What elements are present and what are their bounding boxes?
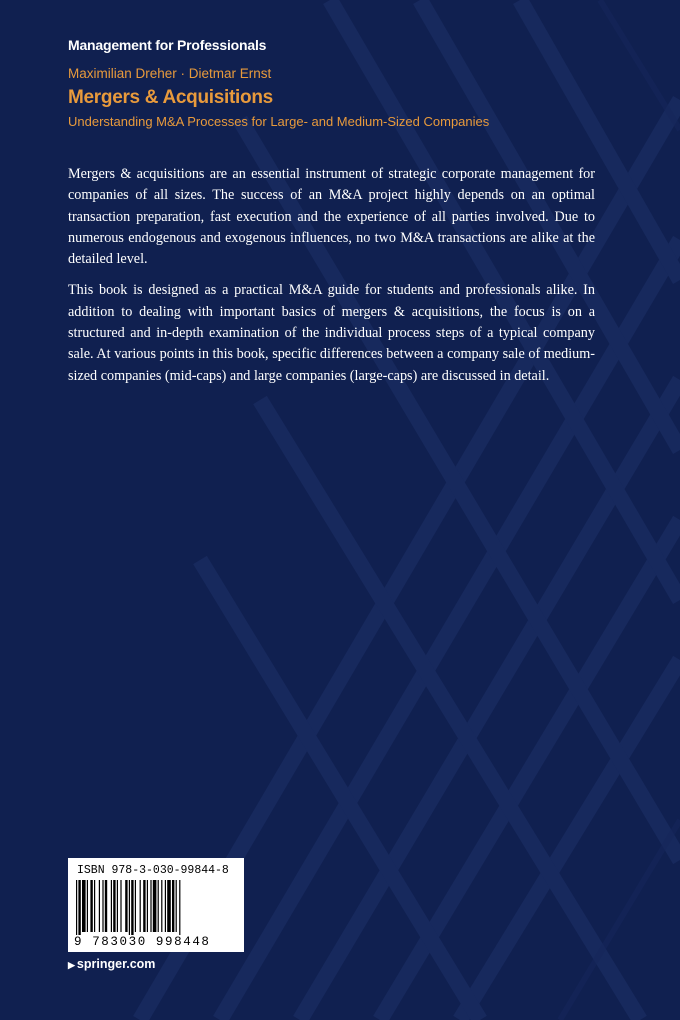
book-subtitle: Understanding M&A Processes for Large- and Medium-Sized Companies — [68, 114, 490, 129]
barcode-bar — [113, 880, 115, 932]
barcode-bar — [147, 880, 148, 932]
barcode-bar — [82, 880, 86, 932]
barcode-bar — [172, 880, 174, 932]
series-name: Management for Professionals — [68, 37, 267, 53]
barcode-bar — [78, 880, 80, 938]
barcode-bar — [140, 880, 141, 932]
barcode-bar — [179, 880, 180, 938]
blurb — [68, 164, 595, 397]
barcode-bar — [94, 880, 95, 932]
barcode-bar — [153, 880, 157, 932]
barcode-bar — [176, 880, 177, 932]
barcode-bar — [90, 880, 92, 932]
isbn-barcode — [68, 858, 244, 952]
barcode-bar — [102, 880, 103, 932]
authors: Maximilian Dreher · Dietmar Ernst — [68, 66, 272, 81]
isbn-number: ISBN 978-3-030-99844-8 — [77, 864, 229, 877]
barcode-bar — [129, 880, 130, 938]
barcode-bar — [105, 880, 107, 932]
publisher-link[interactable] — [68, 957, 155, 971]
barcode-bar — [135, 880, 136, 932]
barcode-bar — [87, 880, 88, 932]
book-title: Mergers & Acquisitions — [68, 87, 273, 108]
barcode-bar — [161, 880, 162, 932]
blurb-paragraph-2: This book is designed as a practical M&A guide for students and professionals alike. In addition to dealing with important basics of mergers & acquisitions, the focus is on a structured and in-depth examination of the individual process steps of a typical company sale. At various points in this book, specific differences between a company sale of medium-sized companies (mid-caps) and large companies (large-caps) are discussed in detail. — [68, 282, 595, 384]
barcode-digits: 9 783030 998448 — [74, 935, 240, 949]
barcode-bar — [111, 880, 112, 932]
barcode-bar — [143, 880, 145, 932]
barcode-bars — [74, 880, 240, 938]
barcode-bar — [150, 880, 151, 932]
barcode-bar — [76, 880, 77, 938]
triangle-right-icon: ▶ — [68, 960, 75, 970]
barcode-bar — [120, 880, 121, 932]
barcode-bar — [167, 880, 171, 932]
barcode-bar — [117, 880, 118, 932]
blurb-paragraph-1: Mergers & acquisitions are an essential instrument of strategic corporate management for companies of all sizes. The success of an M&A project highly depends on an optimal transaction preparation, fast execution and the experience of all parties involved. Due to numerous endogenous and exogenous influences, no two M&A transactions are alike at the detailed level. — [68, 166, 595, 268]
barcode-bar — [125, 880, 127, 932]
barcode-bar — [165, 880, 166, 932]
barcode-bar — [158, 880, 159, 932]
publisher-url: springer.com — [76, 957, 156, 971]
barcode-bar — [99, 880, 100, 932]
barcode-bar — [131, 880, 133, 938]
